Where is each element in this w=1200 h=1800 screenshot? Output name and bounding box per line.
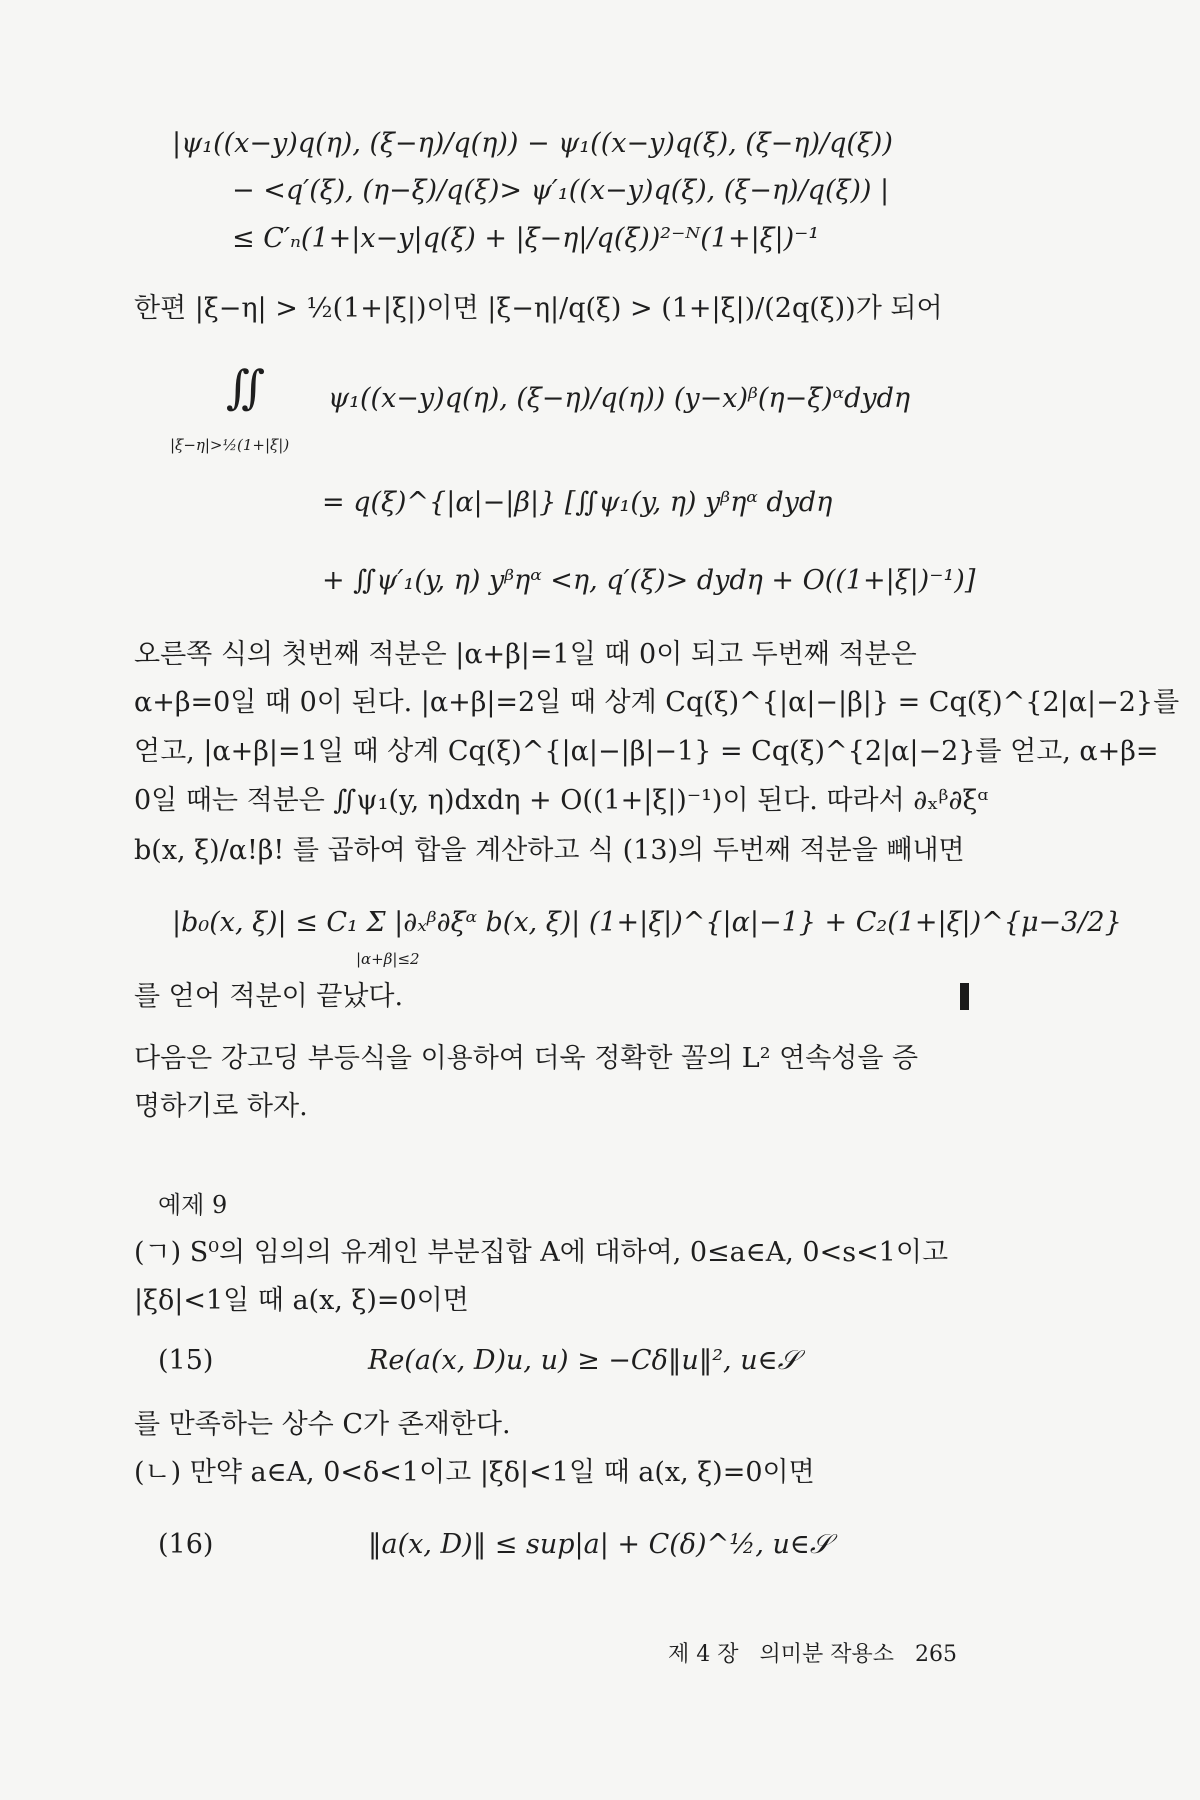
double-integral-symbol: ∬ [226, 360, 266, 414]
page-number: 265 [915, 1642, 958, 1667]
equation-number-16: (16) [158, 1529, 214, 1560]
formula-line-1: |ψ₁((x−y)q(η), (ξ−η)/q(η)) − ψ₁((x−y)q(ξ), (ξ−η)/q(ξ)) [172, 128, 893, 159]
formula-line-2: − <q′(ξ), (η−ξ)/q(ξ)> ψ′₁((x−y)q(ξ), (ξ−η)/q(ξ)) | [232, 175, 890, 206]
example-heading: 예제 9 [158, 1191, 228, 1219]
integral-integrand: ψ₁((x−y)q(η), (ξ−η)/q(η)) (y−x)ᵝ(η−ξ)ᵅdydη [328, 383, 911, 414]
intro-line-2: 명하기로 하자. [134, 1091, 308, 1122]
equation-16: ‖a(x, D)‖ ≤ sup|a| + C(δ)^½, u∈𝒮 [368, 1529, 831, 1560]
equation-number-15: (15) [158, 1345, 214, 1376]
example-part-a-line-3: 를 만족하는 상수 C가 존재한다. [134, 1409, 511, 1440]
equation-15: Re(a(x, D)u, u) ≥ −Cδ‖u‖², u∈𝒮 [368, 1345, 799, 1376]
paragraph-line-5: b(x, ξ)/α!β! 를 곱하여 합을 계산하고 식 (13)의 두번째 적분을 빼내면 [134, 835, 965, 866]
formula-line-3: ≤ C′ₙ(1+|x−y|q(ξ) + |ξ−η|/q(ξ))²⁻ᴺ(1+|ξ|)⁻¹ [232, 223, 820, 254]
footer-chapter: 제 4 장 [668, 1642, 739, 1667]
formula-line-eq: = q(ξ)^{|α|−|β|} [∬ψ₁(y, η) yᵝηᵅ dydη [322, 487, 833, 518]
formula-line-plus: + ∬ψ′₁(y, η) yᵝηᵅ <η, q′(ξ)> dydη + O((1+|ξ|)⁻¹)] [322, 565, 976, 596]
intro-line-1: 다음은 강고딩 부등식을 이용하여 더욱 정확한 꼴의 L² 연속성을 증 [134, 1043, 919, 1074]
example-part-a-line-2: |ξδ|<1일 때 a(x, ξ)=0이면 [134, 1285, 469, 1316]
text-line-hanpyeon: 한편 |ξ−η| > ½(1+|ξ|)이면 |ξ−η|/q(ξ) > (1+|ξ|)/(2q(ξ))가 되어 [134, 293, 943, 324]
end-of-proof-mark [960, 983, 969, 1010]
example-part-b-line-1: (ㄴ) 만약 a∈A, 0<δ<1이고 |ξδ|<1일 때 a(x, ξ)=0이면 [134, 1457, 815, 1488]
paragraph-line-1: 오른쪽 식의 첫번째 적분은 |α+β|=1일 때 0이 되고 두번째 적분은 [134, 639, 917, 670]
paragraph-line-3: 얻고, |α+β|=1일 때 상계 Cq(ξ)^{|α|−|β|−1} = Cq(ξ)^{2|α|−2}를 얻고, α+β= [134, 736, 1159, 767]
sum-index: |α+β|≤2 [356, 950, 420, 968]
running-footer [668, 1637, 971, 1668]
example-part-a-line-1: (ㄱ) S⁰의 임의의 유계인 부분집합 A에 대하여, 0≤a∈A, 0<s<1이고 [134, 1237, 949, 1268]
estimate-formula: |b₀(x, ξ)| ≤ C₁ Σ |∂ₓᵝ∂ξᵅ b(x, ξ)| (1+|ξ|)^{|α|−1} + C₂(1+|ξ|)^{μ−3/2} [172, 907, 1122, 938]
paragraph-line-2: α+β=0일 때 0이 된다. |α+β|=2일 때 상계 Cq(ξ)^{|α|−|β|} = Cq(ξ)^{2|α|−2}를 [134, 687, 1180, 718]
conclusion-line: 를 얻어 적분이 끝났다. [134, 981, 404, 1012]
integral-domain: |ξ−η|>½(1+|ξ|) [170, 436, 290, 454]
footer-title: 의미분 작용소 [759, 1642, 895, 1667]
paragraph-line-4: 0일 때는 적분은 ∬ψ₁(y, η)dxdη + O((1+|ξ|)⁻¹)이 된다. 따라서 ∂ₓᵝ∂ξᵅ [134, 785, 989, 816]
